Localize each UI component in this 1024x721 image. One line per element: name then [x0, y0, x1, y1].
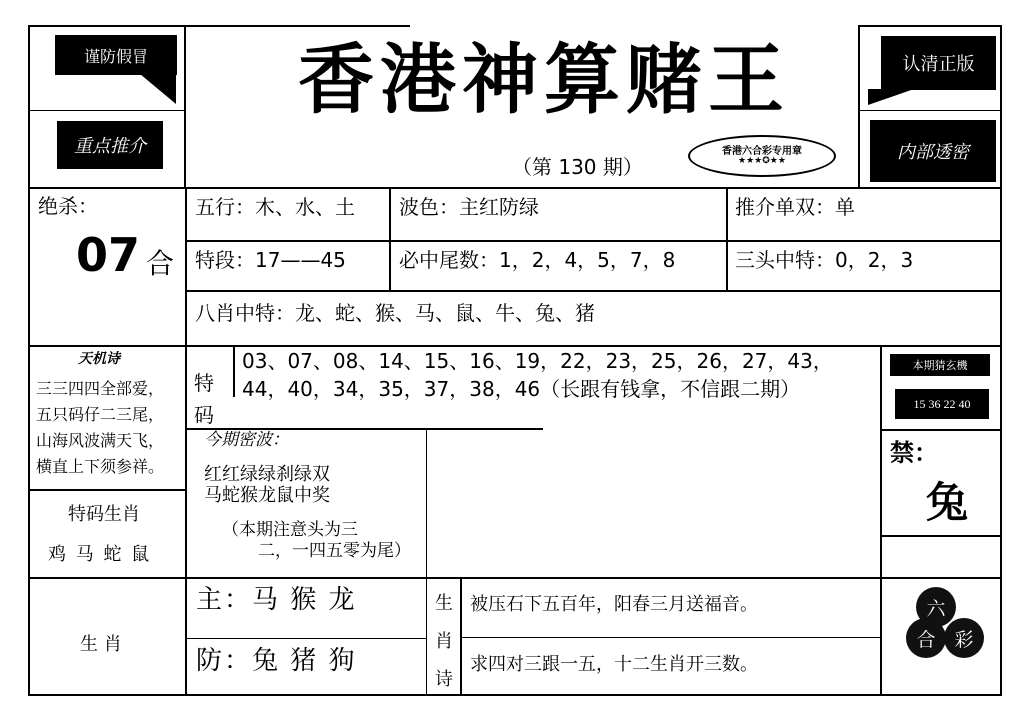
logo-right-text: 彩	[954, 628, 974, 651]
poem-label-1: 生	[435, 593, 453, 614]
border-top-right	[858, 25, 1001, 27]
badge-anti-fake-text: 谨防假冒	[83, 46, 148, 66]
zhu-bottom	[186, 638, 427, 639]
tianji-title: 天机诗	[78, 351, 120, 367]
tianji-line-1: 三三四四全部爱，	[36, 379, 165, 398]
mibo-note-2: 二，一四五零为尾）	[258, 541, 411, 561]
tema-line-1: 03、07、08、14、15、16、19，22，23，25，26，27，43，	[242, 349, 833, 373]
border-bottom	[28, 694, 1002, 696]
mibo-right	[426, 429, 427, 695]
santou: 三头中特：0，2，3	[735, 248, 914, 272]
teduan: 特段：17——45	[195, 248, 346, 272]
baxiao: 八肖中特：龙、蛇、猴、马、鼠、牛、兔、猪	[195, 301, 595, 325]
badge-genuine-text: 认清正版	[902, 54, 975, 75]
tema-label-2: 码	[194, 403, 214, 427]
seal-stars-icon: ★★★✪★★	[738, 156, 786, 166]
row1-bottom	[186, 240, 1001, 242]
wuxing: 五行：木、水、土	[195, 195, 355, 219]
col-main-left	[185, 187, 187, 347]
shengxiao-zhu: 主：马 猴 龙	[196, 585, 357, 615]
guess-title-text: 本期猜玄機	[912, 359, 968, 372]
logo-left-text: 合	[916, 628, 936, 651]
col-3	[726, 187, 728, 291]
poem-label-2: 肖	[435, 631, 453, 652]
jin-value: 兔	[926, 478, 969, 527]
badge-genuine	[881, 36, 996, 90]
page-title: 香港神算赌王	[298, 35, 790, 124]
header-right-divider	[858, 25, 860, 188]
border-top	[28, 25, 410, 27]
header-left-mid	[28, 110, 185, 111]
guess-title	[890, 354, 990, 376]
header-right-mid	[858, 110, 1001, 111]
row3-bottom	[28, 345, 1002, 347]
badge-key-recommend	[57, 121, 163, 169]
weishu: 必中尾数：1，2，4，5，7，8	[399, 248, 676, 272]
tianji-line-2: 五只码仔二三尾，	[36, 405, 165, 424]
tema-shengxiao-label: 特码生肖	[68, 504, 140, 525]
badge-genuine-tail	[868, 89, 914, 105]
header-bottom	[28, 187, 1002, 189]
border-right	[1000, 25, 1002, 695]
guess-numbers-text: 15 36 22 40	[913, 396, 971, 411]
tema-shengxiao-value: 鸡 马 蛇 鼠	[48, 544, 152, 565]
juesha-label: 绝杀：	[38, 194, 98, 218]
header-left-divider	[184, 25, 186, 188]
bose: 波色：主红防绿	[399, 195, 539, 219]
poem-line-2: 求四对三跟一五，十二生肖开三数。	[470, 654, 758, 675]
mibo-line-1: 红红绿绿刹绿双	[204, 464, 330, 485]
jin-bottom	[880, 535, 1001, 537]
left-col-right	[185, 345, 187, 695]
badge-key-recommend-text: 重点推介	[74, 136, 146, 157]
issue-number: （第 130 期）	[512, 155, 643, 179]
juesha-suffix: 合	[146, 247, 175, 280]
danshuang: 推介单双：单	[735, 195, 855, 219]
badge-anti-fake-tail	[140, 74, 176, 104]
right-col-left	[880, 345, 882, 695]
logo-top-text: 六	[926, 597, 946, 620]
shengxiao-fang: 防：兔 猪 狗	[196, 646, 357, 676]
poem-line-1: 被压石下五百年，阳春三月送福音。	[470, 594, 758, 615]
badge-anti-fake	[55, 35, 177, 75]
tianji-line-3: 山海风波满天飞，	[36, 431, 165, 450]
tema-line-2: 44，40，34，35，37，38，46（长跟有钱拿，不信跟二期）	[242, 377, 801, 401]
left-tema-bottom	[28, 577, 1002, 579]
juesha-number: 07	[76, 228, 141, 282]
tianji-line-4: 横直上下须参祥。	[36, 457, 165, 476]
guess-bottom	[880, 429, 1001, 431]
badge-internal	[870, 120, 996, 182]
border-left	[28, 25, 30, 695]
tema-label-right	[233, 345, 235, 397]
mibo-line-2: 马蛇猴龙鼠中奖	[204, 485, 330, 506]
mibo-title: 今期密波：	[204, 430, 289, 450]
seal-text: 香港六合彩专用章	[722, 146, 802, 157]
poem-mid	[461, 637, 881, 638]
logo-circle-right	[944, 618, 984, 658]
seal-stamp	[688, 135, 836, 177]
tema-label-1: 特	[194, 371, 214, 395]
logo-circle-left	[906, 618, 946, 658]
row2-bottom	[186, 290, 1001, 292]
col-2	[389, 187, 391, 291]
left-tianji-bottom	[28, 489, 186, 491]
jin-label: 禁：	[890, 439, 938, 467]
badge-internal-text: 内部透密	[897, 142, 969, 163]
mibo-note-1: （本期注意头为三	[222, 520, 358, 540]
guess-numbers	[895, 389, 989, 419]
poem-label-3: 诗	[435, 669, 453, 690]
shengxiao-label: 生 肖	[80, 634, 122, 655]
